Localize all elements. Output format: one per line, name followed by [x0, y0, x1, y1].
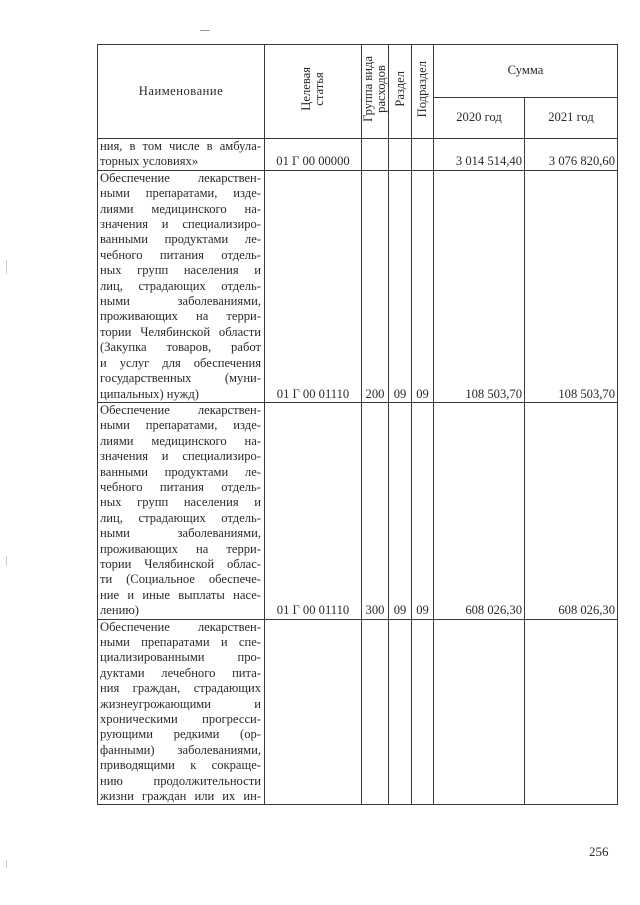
row-name-line: лиями медицинского на- [100, 433, 261, 448]
row-name-line: ти (Социальное обеспече- [100, 572, 261, 587]
row-sum-2021: 3 076 820,60 [525, 139, 618, 171]
row-name-line: тории Челябинской облас- [100, 556, 261, 571]
row-name-line: лиц, страдающих отдель- [100, 510, 261, 525]
table-row [98, 170, 618, 402]
row-sum-2020: 108 503,70 [434, 170, 525, 402]
row-name-line: ными заболеваниями, [100, 294, 261, 309]
scan-edge-mark [6, 860, 7, 868]
header-subsection [412, 45, 434, 139]
row-name-line: лиц, страдающих отдель- [100, 278, 261, 293]
row-name-line: чебного питания отдель- [100, 479, 261, 494]
table-row [98, 139, 618, 171]
row-target-article [265, 619, 362, 805]
header-subsection-text: Подраздел [415, 61, 429, 118]
row-name-line: проживающих на терри- [100, 541, 261, 556]
row-name-line: значения и специализиро- [100, 449, 261, 464]
row-name-line: государственных (муни- [100, 371, 261, 386]
row-name [98, 170, 265, 402]
header-section-text: Раздел [392, 71, 407, 108]
row-expense-group [362, 619, 389, 805]
row-section: 09 [389, 170, 412, 402]
row-name-line: ванными продуктами ле- [100, 464, 261, 479]
row-sum-2021: 608 026,30 [525, 402, 618, 619]
header-year-2021: 2021 год [525, 98, 618, 139]
row-name-line: (Закупка товаров, работ [100, 340, 261, 355]
row-name-line: жизни граждан или их ин- [100, 789, 261, 804]
table-row [98, 402, 618, 619]
row-name-line: фанными) заболеваниями, [100, 742, 261, 757]
row-name-line: ние и иные выплаты насе- [100, 587, 261, 602]
row-name-line: приводящими к сокраще- [100, 758, 261, 773]
row-subsection: 09 [412, 170, 434, 402]
row-name-line: жизнеугрожающими и [100, 696, 261, 711]
row-section [389, 619, 412, 805]
row-name-line: рующими редкими (ор- [100, 727, 261, 742]
table-body [98, 139, 618, 805]
row-name-line: хроническими прогресси- [100, 712, 261, 727]
row-section [389, 139, 412, 171]
header-sum: Сумма [434, 45, 618, 98]
row-name-line: торных условиях» [100, 154, 199, 169]
header-target-article [265, 45, 362, 139]
row-name-line: ных групп населения и [100, 495, 261, 510]
row-name-line: ными препаратами, изде- [100, 186, 261, 201]
row-name [98, 139, 265, 171]
row-name-line: ных групп населения и [100, 263, 261, 278]
row-name-line: дуктами лечебного пита- [100, 665, 261, 680]
row-expense-group [362, 139, 389, 171]
row-name-line: ципальных) нужд) [100, 386, 199, 401]
row-name-line: Обеспечение лекарствен- [100, 402, 261, 417]
row-subsection: 09 [412, 402, 434, 619]
table-row [98, 619, 618, 805]
scan-edge-mark [6, 556, 7, 566]
row-name-line: нию продолжительности [100, 773, 261, 788]
row-name-line: циализированными про- [100, 650, 261, 665]
row-expense-group: 300 [362, 402, 389, 619]
header-expense-group [362, 45, 389, 139]
budget-table [97, 44, 618, 805]
row-name-line: чебного питания отдель- [100, 247, 261, 262]
header-target-article-text: Целевая статья [299, 67, 326, 112]
row-name-line: ными заболеваниями, [100, 526, 261, 541]
row-section: 09 [389, 402, 412, 619]
row-name-line: лению) [100, 603, 139, 618]
row-name-line: лиями медицинского на- [100, 201, 261, 216]
scan-edge-mark [6, 260, 7, 274]
row-sum-2020: 3 014 514,40 [434, 139, 525, 171]
row-target-article: 01 Г 00 00000 [265, 139, 362, 171]
header-name: Наименование [98, 45, 265, 139]
row-expense-group: 200 [362, 170, 389, 402]
row-name-line: ными препаратами и спе- [100, 635, 261, 649]
row-name-line: ния граждан, страдающих [100, 681, 261, 696]
row-sum-2021 [525, 619, 618, 805]
header-year-2020: 2020 год [434, 98, 525, 139]
row-name-line: проживающих на терри- [100, 309, 261, 324]
row-name-line: значения и специализиро- [100, 217, 261, 232]
header-expense-group-text: Группа вида расходов [361, 56, 388, 123]
row-name-line: и услуг для обеспечения [100, 355, 261, 370]
row-sum-2021: 108 503,70 [525, 170, 618, 402]
row-name-line: Обеспечение лекарствен- [100, 170, 261, 185]
row-name-line: ния, в том числе в амбула- [100, 139, 261, 153]
row-name [98, 619, 265, 805]
row-name-line: тории Челябинской области [100, 324, 261, 339]
row-name [98, 402, 265, 619]
row-sum-2020: 608 026,30 [434, 402, 525, 619]
row-name-line: Обеспечение лекарствен- [100, 619, 261, 634]
row-name-line: ванными продуктами ле- [100, 232, 261, 247]
row-target-article: 01 Г 00 01110 [265, 170, 362, 402]
header-section [389, 45, 412, 139]
page-number: 256 [589, 844, 609, 859]
row-name-line: ными препаратами, изде- [100, 418, 261, 433]
row-subsection [412, 139, 434, 171]
scan-mark [200, 30, 210, 31]
row-subsection [412, 619, 434, 805]
row-target-article: 01 Г 00 01110 [265, 402, 362, 619]
row-sum-2020 [434, 619, 525, 805]
